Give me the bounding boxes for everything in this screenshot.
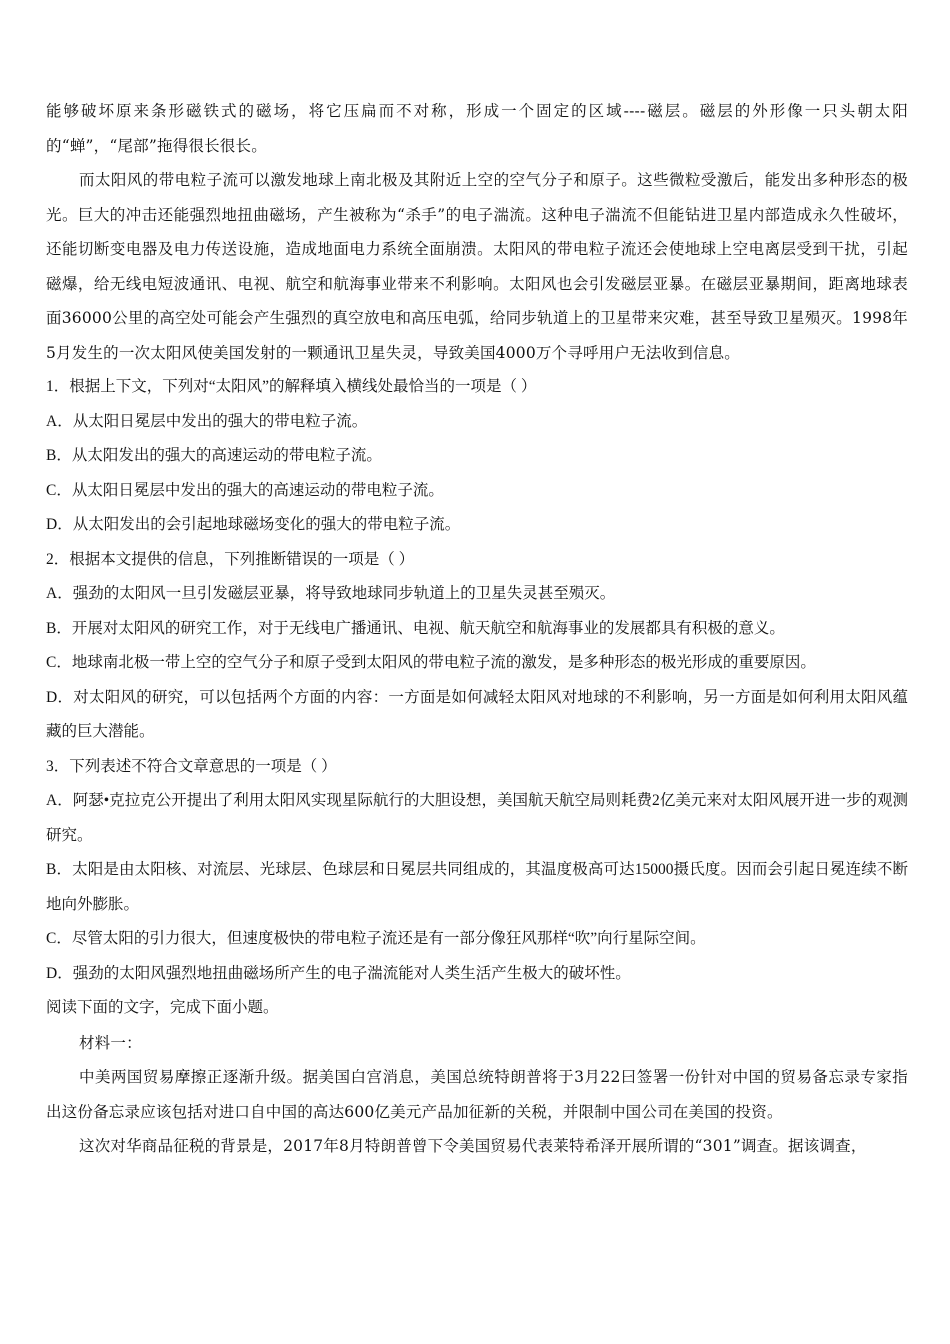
passage1-paragraph-1: 能够破坏原来条形磁铁式的磁场，将它压扁而不对称，形成一个固定的区域----磁层。磁层的外形像一只头朝太阳的“蝉”，“尾部”拖得很长很长。 <box>46 102 908 155</box>
passage1-paragraph-2: 而太阳风的带电粒子流可以激发地球上南北极及其附近上空的空气分子和原子。这些微粒受激后，能发出多种形态的极光。巨大的冲击还能强烈地扭曲磁场，产生被称为“杀手”的电子湍流。这种电子湍流不但能钻进卫星内部造成永久性破坏，还能切断变电器及电力传送设施，造成地面电力系统全面崩溃。太阳风的带电粒子流还会使地球上空电离层受到干扰，引起磁爆，给无线电短波通讯、电视、航空和航海事业带来不利影响。太阳风也会引发磁层亚暴。在磁层亚暴期间，距离地球表面36000公里的高空处可能会产生强烈的真空放电和高压电弧，给同步轨道上的卫星带来灾难，甚至导致卫星殒灭。1998年5月发生的一次太阳风使美国发射的一颗通讯卫星失灵，导致美国4000万个寻呼用户无法收到信息。 <box>46 171 908 362</box>
option-text: 从太阳日冕层中发出的强大的高速运动的带电粒子流。 <box>71 481 444 499</box>
question-2-option-b <box>46 612 908 647</box>
option-label: D． <box>46 964 73 982</box>
option-text: 尽管太阳的引力很大，但速度极快的带电粒子流还是有一部分像狂风那样“吹”向行星际空间。 <box>71 930 706 947</box>
option-label: C． <box>46 481 72 499</box>
question-2-stem: 2．根据本文提供的信息，下列推断错误的一项是（ ） <box>46 550 415 568</box>
option-label: D． <box>46 688 74 706</box>
option-text: 阿瑟•克拉克公开提出了利用太阳风实现星际航行的大胆设想，美国航天航空局则耗费2亿美元来对太阳风展开进一步的观测研究。 <box>46 792 908 844</box>
option-label: A． <box>46 792 73 809</box>
question-1-option-a <box>46 405 908 440</box>
question-1-option-d <box>46 508 908 543</box>
option-text: 从太阳发出的强大的高速运动的带电粒子流。 <box>71 447 382 464</box>
document-page <box>46 94 908 1164</box>
question-3-option-a <box>46 784 908 853</box>
question-2 <box>46 543 908 750</box>
question-1-option-b <box>46 439 908 474</box>
option-label: A． <box>46 412 73 430</box>
option-label: D． <box>46 516 73 533</box>
option-label: B． <box>46 619 72 637</box>
question-1-stem: 1．根据上下文，下列对“太阳风”的解释填入横线处最恰当的一项是（ ） <box>46 378 537 395</box>
option-text: 对太阳风的研究，可以包括两个方面的内容：一方面是如何减轻太阳风对地球的不利影响，另一方面是如何利用太阳风蕴藏的巨大潜能。 <box>46 688 908 740</box>
question-3-option-b <box>46 853 908 922</box>
question-3 <box>46 750 908 992</box>
question-2-option-c <box>46 646 908 681</box>
question-1-option-c <box>46 474 908 509</box>
question-3-option-c <box>46 922 908 957</box>
question-1 <box>46 370 908 543</box>
material1-heading: 材料一： <box>79 1033 142 1052</box>
reading-instruction: 阅读下面的文字，完成下面小题。 <box>46 999 279 1016</box>
option-text: 太阳是由太阳核、对流层、光球层、色球层和日冕层共同组成的，其温度极高可达15000摄氏度。因而会引起日冕连续不断地向外膨胀。 <box>46 861 908 913</box>
question-3-option-d <box>46 957 908 992</box>
material1-paragraph-2: 这次对华商品征税的背景是，2017年8月特朗普曾下令美国贸易代表莱特希泽开展所谓的“301”调查。据该调查， <box>79 1137 867 1155</box>
option-label: A． <box>46 585 73 602</box>
option-text: 从太阳日冕层中发出的强大的带电粒子流。 <box>72 412 368 430</box>
option-text: 强劲的太阳风一旦引发磁层亚暴，将导致地球同步轨道上的卫星失灵甚至殒灭。 <box>72 585 616 602</box>
option-text: 从太阳发出的会引起地球磁场变化的强大的带电粒子流。 <box>72 516 461 533</box>
option-label: C． <box>46 654 72 671</box>
option-text: 地球南北极一带上空的空气分子和原子受到太阳风的带电粒子流的激发，是多种形态的极光形成的重要原因。 <box>71 654 816 671</box>
option-label: B． <box>46 447 72 464</box>
question-2-option-a <box>46 577 908 612</box>
question-3-stem: 3．下列表述不符合文章意思的一项是（ ） <box>46 757 337 775</box>
option-label: B． <box>46 861 73 878</box>
option-text: 强劲的太阳风强烈地扭曲磁场所产生的电子湍流能对人类生活产生极大的破坏性。 <box>72 964 631 982</box>
material1-paragraph-1: 中美两国贸易摩擦正逐渐升级。据美国白宫消息，美国总统特朗普将于3月22曰签署一份针对中国的贸易备忘录专家指出这份备忘录应该包括对进口自中国的高达600亿美元产品加征新的关税，并限制中国公司在美国的投资。 <box>46 1068 908 1121</box>
question-2-option-d <box>46 681 908 750</box>
option-label: C． <box>46 930 72 947</box>
option-text: 开展对太阳风的研究工作，对于无线电广播通讯、电视、航天航空和航海事业的发展都具有积极的意义。 <box>71 619 785 637</box>
